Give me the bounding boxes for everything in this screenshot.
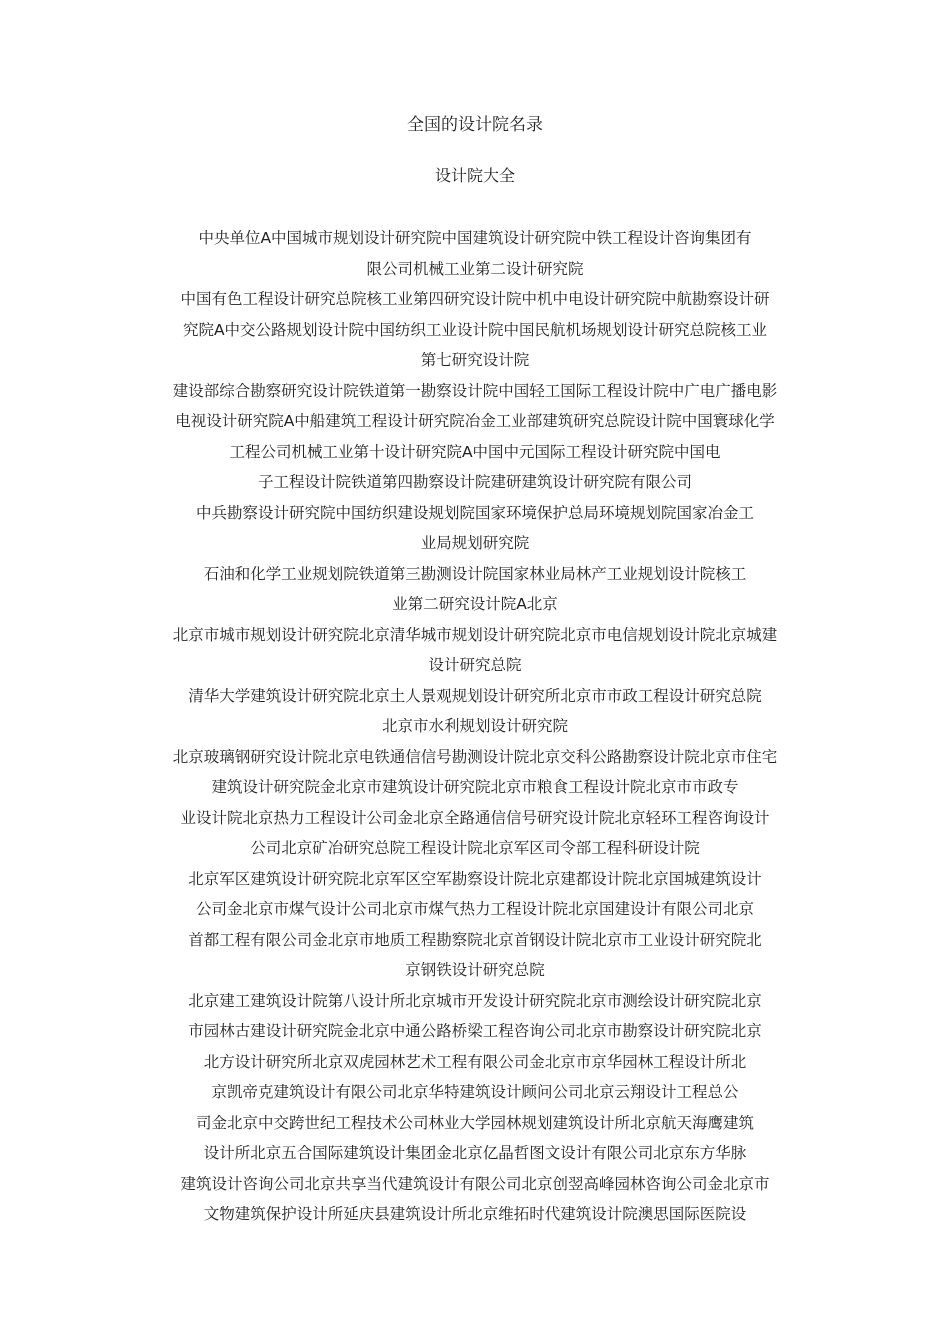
text-line: 京凯帝克建筑设计有限公司北京华特建筑设计顾问公司北京云翔设计工程总公: [211, 1083, 739, 1101]
text-line: 市园林古建设计研究院金北京中通公路桥梁工程咨询公司北京市勘察设计研究院北京: [188, 1022, 762, 1040]
text-line: 公司金北京市煤气设计公司北京市煤气热力工程设计院北京国建设计有限公司北京: [195, 900, 754, 918]
text-line: 石油和化学工业规划院铁道第三勘测设计院国家林业局林产工业规划设计院核工: [203, 564, 747, 583]
text-line: 业第二研究设计院A北京: [392, 595, 558, 613]
text-line: 司金北京中交跨世纪工程技术公司林业大学园林规划建筑设计所北京航天海鹰建筑: [195, 1113, 754, 1132]
text-line: 北京军区建筑设计研究院北京军区空军勘察设计院北京建都设计院北京国城建筑设计: [188, 869, 762, 888]
text-line: 第七研究设计院: [420, 351, 530, 369]
text-line: 中国有色工程设计研究总院核工业第四研究设计院中机中电设计研究院中航勘察设计研: [180, 290, 770, 308]
text-line: 建筑设计研究院金北京市建筑设计研究院北京市粮食工程设计院北京市市政专: [211, 778, 739, 796]
text-line: 中央单位A中国城市规划设计研究院中国建筑设计研究院中铁工程设计咨询集团有: [198, 229, 752, 247]
text-line: 首都工程有限公司金北京市地质工程勘察院北京首钢设计院北京市工业设计研究院北: [188, 930, 762, 949]
document-subtitle: 设计院大全: [434, 166, 515, 185]
document-title: 全国的设计院名录: [407, 115, 543, 135]
text-line: 北京玻璃钢研究设计院北京电铁通信信号勘测设计院北京交科公路勘察设计院北京市住宅: [172, 747, 778, 766]
text-line: 业设计院北京热力工程设计公司金北京全路通信信号研究设计院北京轻环工程咨询设计: [180, 808, 770, 827]
text-line: 北京市水利规划设计研究院: [381, 717, 568, 735]
text-line: 建筑设计咨询公司北京共享当代建筑设计有限公司北京创翌高峰园林咨询公司金北京市: [180, 1174, 770, 1193]
text-line: 清华大学建筑设计研究院北京土人景观规划设计研究所北京市市政工程设计研究总院: [188, 686, 762, 705]
text-line: 北京市城市规划设计研究院北京清华城市规划设计研究院北京市电信规划设计院北京城建: [172, 625, 778, 644]
text-line: 电视设计研究院A中船建筑工程设计研究院冶金工业部建筑研究总院设计院中国寰球化学: [175, 412, 775, 430]
text-line: 工程公司机械工业第十设计研究院A中国中元国际工程设计研究院中国电: [229, 442, 721, 461]
text-line: 究院A中交公路规划设计院中国纺织工业设计院中国民航机场规划设计研究总院核工业: [182, 320, 768, 339]
text-line: 建设部综合勘察研究设计院铁道第一勘察设计院中国轻工国际工程设计院中广电广播电影: [172, 381, 778, 400]
text-line: 文物建筑保护设计所延庆县建筑设计所北京维拓时代建筑设计院澳思国际医院设: [203, 1205, 747, 1223]
text-line: 设计所北京五合国际建筑设计集团金北京亿晶哲图文设计有限公司北京东方华脉: [203, 1144, 747, 1162]
text-line: 限公司机械工业第二设计研究院: [366, 259, 584, 278]
text-line: 北方设计研究所北京双虎园林艺术工程有限公司金北京市京华园林工程设计所北: [203, 1052, 747, 1071]
text-line: 公司北京矿冶研究总院工程设计院北京军区司令部工程科研设计院: [250, 839, 700, 857]
document-body: [120, 223, 830, 1230]
text-line: 京钢铁设计研究总院: [405, 961, 545, 979]
text-line: 中兵勘察设计研究院中国纺织建设规划院国家环境保护总局环境规划院国家冶金工: [195, 503, 754, 522]
text-line: 业局规划研究院: [420, 534, 530, 552]
text-line: 设计研究总院: [428, 656, 522, 674]
text-line: 北京建工建筑设计院第八设计所北京城市开发设计研究院北京市测绘设计研究院北京: [188, 991, 762, 1010]
text-line: 子工程设计院铁道第四勘察设计院建研建筑设计研究院有限公司: [257, 473, 692, 491]
